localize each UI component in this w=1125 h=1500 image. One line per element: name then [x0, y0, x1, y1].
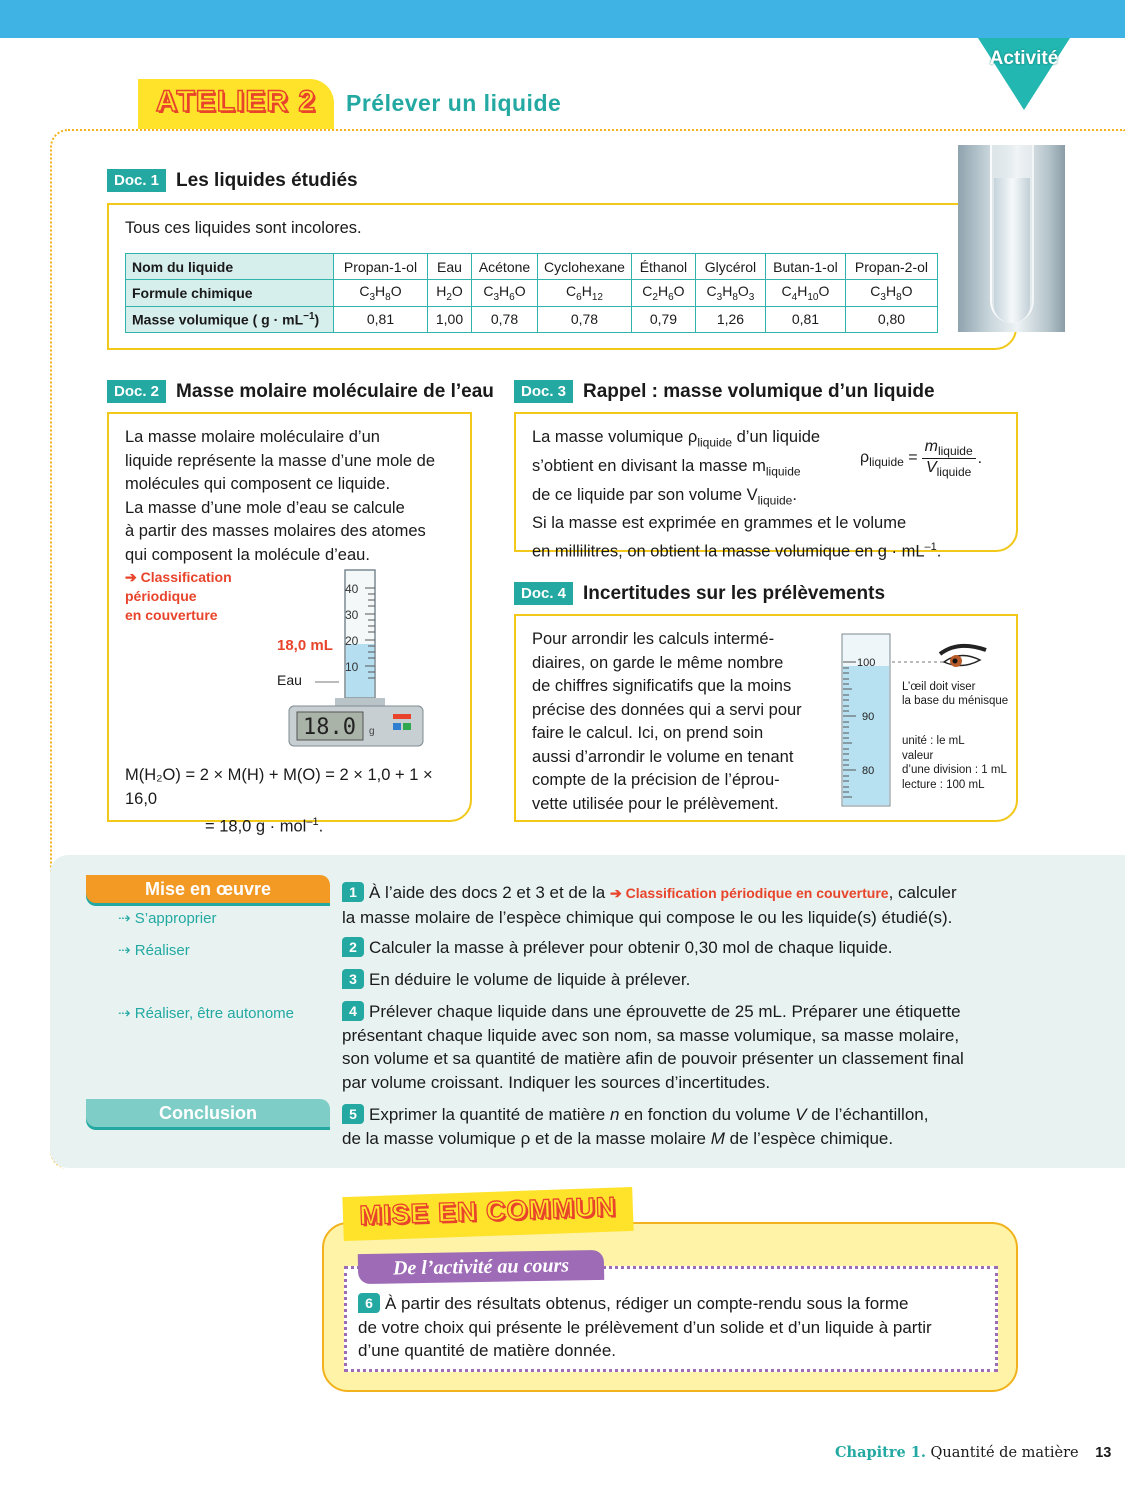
table-cell: Eau [428, 254, 472, 280]
question-number: 1 [342, 882, 364, 902]
table-cell: 0,81 [334, 306, 428, 332]
table-cell: Cyclohexane [538, 254, 632, 280]
page-footer [835, 1444, 1111, 1461]
formula-cell: $C_3H_8O_3$ [695, 280, 765, 307]
doc4-box [514, 614, 1018, 822]
scale-tick: 90 [862, 711, 875, 723]
doc2-title: Masse molaire moléculaire de l’eau [176, 380, 494, 402]
atelier-label: ATELIER 2 [155, 85, 317, 118]
table-cell: 0,78 [472, 306, 538, 332]
skill-label: ⇢ S’approprier [118, 910, 217, 927]
formula-line-2: = 18,0 g · mol$^{-1}$. [205, 816, 324, 836]
table-cell: Propan-1-ol [334, 254, 428, 280]
doc3-text: La masse volumique $\rho_{liquide}$ d’un liquide s’obtient en divisant la masse $m_{liquide}$ de ce liquide par son volume $V_{liquide}$. Si la masse est exprimée en grammes et le volume en millilitres, on obtient la masse volumique en $g \cdot mL^{-1}$. [532, 428, 942, 561]
graduated-cylinder-scale [838, 630, 892, 808]
volume-label: 18,0 mL [277, 637, 333, 654]
chapter-title: Quantité de matière [930, 1445, 1079, 1461]
table-cell: 0,81 [765, 306, 845, 332]
doc3-header [514, 380, 935, 403]
table-cell: 1,00 [428, 306, 472, 332]
eye-icon [892, 636, 992, 672]
question-3: 3 En déduire le volume de liquide à prélever. [342, 968, 690, 992]
question-6: 6 À partir des résultats obtenus, rédiger un compte-rendu sous la forme de votre choix qui présente le prélèvement d’un solide et d’un liquide à partir d’une quantité de matière donnée. [358, 1294, 932, 1360]
doc1-tag: Doc. 1 [107, 169, 166, 192]
skill-label: ⇢ Réaliser, être autonome [118, 1005, 295, 1022]
eye-note: L’œil doit viser la base du ménisque [902, 681, 1009, 707]
page-number: 13 [1095, 1445, 1112, 1461]
doc3-title: Rappel : masse volumique d’un liquide [583, 380, 935, 402]
table-cell: Acétone [472, 254, 538, 280]
mise-en-oeuvre-label: Mise en œuvre [86, 875, 330, 903]
table-cell: Propan-2-ol [845, 254, 937, 280]
scale-tick: 80 [862, 765, 875, 777]
classification-link[interactable]: ➔ Classification périodique en couverture [125, 569, 232, 623]
cylinder-tick: 30 [345, 608, 359, 622]
atelier-title: Prélever un liquide [346, 90, 562, 116]
row-header-formula: Formule chimique [126, 280, 334, 307]
doc2-header [107, 380, 494, 403]
doc4-text: Pour arrondir les calculs intermé- diaires, on garde le même nombre de chiffres significatifs que la moins précise des données qui a servi pour faire le calcul. Ici, on prend soin aussi d’arrondir le volume en tenant compte de la précision de l’éprou- vette utilisée pour le prélèvement. [532, 630, 802, 813]
formula-cell: $C_4H_{10}O$ [765, 280, 845, 307]
question-1: 1 À l’aide des docs 2 et 3 et de la ➔ Classification périodique en couverture, calculer la masse molaire de l’espèce chimique qui compose le ou les liquide(s) étudié(s). [342, 883, 957, 927]
doc2-formula [125, 764, 465, 839]
doc2-box [107, 412, 472, 836]
doc1-header [107, 169, 358, 192]
question-2: 2 Calculer la masse à prélever pour obtenir 0,30 mol de chaque liquide. [342, 936, 893, 960]
table-cell: 0,78 [538, 306, 632, 332]
doc4-tag: Doc. 4 [514, 582, 573, 605]
formula-line-1: M(H₂O) = 2 × M(H) + M(O) = 2 × 1,0 + 1 × 16,0 [125, 766, 433, 808]
atelier-tab [138, 79, 334, 129]
cylinder-balance-illustration [269, 566, 469, 752]
cours-tag: De l’activité au cours [358, 1250, 604, 1284]
formula-cell: $C_3H_6O$ [472, 280, 538, 307]
doc3-tag: Doc. 3 [514, 380, 573, 403]
doc1-intro: Tous ces liquides sont incolores. [125, 219, 362, 237]
conclusion-label: Conclusion [86, 1099, 330, 1127]
doc2-tag: Doc. 2 [107, 380, 166, 403]
question-number: 2 [342, 937, 364, 957]
cylinder-tick: 40 [345, 582, 359, 596]
chapter-number: Chapitre 1. [835, 1444, 926, 1461]
scale-tick: 100 [857, 657, 876, 669]
arrow-right-icon: ➔ [125, 569, 141, 585]
doc4-header [514, 582, 885, 605]
table-cell: 0,79 [631, 306, 695, 332]
balance-display: 18.0 [303, 715, 356, 740]
row-header-density: Masse volumique ( $g \cdot mL^{-1}$) [126, 306, 334, 332]
table-cell: Éthanol [631, 254, 695, 280]
formula-cell: $H_2O$ [428, 280, 472, 307]
doc4-title: Incertitudes sur les prélèvements [583, 582, 886, 604]
row-header-name: Nom du liquide [126, 254, 334, 280]
table-cell: 1,26 [695, 306, 765, 332]
table-row-formulas [126, 280, 938, 307]
formula-cell: $C_3H_8O$ [334, 280, 428, 307]
classification-link-inline[interactable]: ➔ Classification périodique en couverture [610, 885, 889, 901]
question-number: 6 [358, 1293, 380, 1313]
question-number: 5 [342, 1104, 364, 1124]
liquids-table [125, 253, 938, 333]
test-tube-photo [958, 145, 1065, 332]
formula-cell: $C_2H_6O$ [631, 280, 695, 307]
eau-label: Eau [277, 672, 302, 688]
table-cell: Butan-1-ol [765, 254, 845, 280]
skill-label: ⇢ Réaliser [118, 942, 190, 959]
doc2-text: La masse molaire moléculaire d’un liquide représente la masse d’une mole de molécules qui composent ce liquide. La masse d’une mole d’eau se calcule à partir des masses molaires des atomes qui composent la molécule d’eau. [125, 428, 436, 564]
question-number: 4 [342, 1001, 364, 1021]
doc1-title: Les liquides étudiés [176, 169, 358, 191]
activite-label: Activité [989, 48, 1059, 69]
formula-cell: $C_6H_{12}$ [538, 280, 632, 307]
density-formula: $\rho_{liquide}$ = $m_{liquide}$ $V_{liquide}$ . [860, 438, 983, 480]
question-4: 4 Prélever chaque liquide dans une éprouvette de 25 mL. Préparer une étiquette présentant chaque liquide avec son nom, sa masse volumique, sa masse molaire, son volume et sa quantité de matière afin de pouvoir présenter un classement final par volume croissant. Indiquer les sources d’incertitudes. [342, 1002, 964, 1092]
doc1-box [107, 203, 1017, 350]
table-row-names [126, 254, 938, 280]
mise-en-commun-title: MISE EN COMMUN [358, 1191, 617, 1231]
table-cell: Glycérol [695, 254, 765, 280]
activite-flag [978, 38, 1070, 110]
table-row-densities [126, 306, 938, 332]
doc3-box [514, 412, 1018, 561]
formula-cell: $C_3H_8O$ [845, 280, 937, 307]
question-number: 3 [342, 969, 364, 989]
table-cell: 0,80 [845, 306, 937, 332]
unit-note: unité : le mL valeur d’une division : 1 mL lecture : 100 mL [902, 735, 1007, 791]
cylinder-tick: 10 [345, 660, 359, 674]
cylinder-tick: 20 [345, 634, 359, 648]
question-5: 5 Exprimer la quantité de matière n en fonction du volume V de l’échantillon, de la masse volumique ρ et de la masse molaire M de l’espèce chimique. [342, 1105, 929, 1148]
balance-unit: g [369, 726, 375, 737]
top-color-bar [0, 0, 1125, 38]
